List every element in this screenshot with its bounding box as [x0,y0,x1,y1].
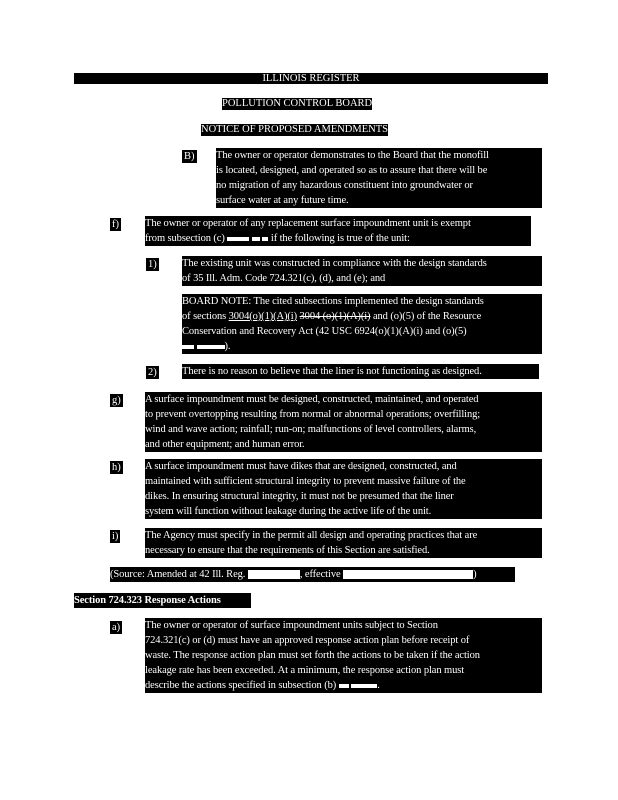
text-fragment: and (o)(5) of the Resource [370,311,482,322]
text-line: necessary to ensure that the requirements of this Section are satisfied. [145,545,430,556]
text-line: A surface impoundment must have dikes that are designed, constructed, and [145,461,457,472]
text-fragment: from subsection (c) [145,233,225,244]
text-line: and other equipment; and human error. [145,439,305,450]
item-f1-label: 1) [148,259,157,270]
text-line [182,309,542,324]
item-a-text [145,618,542,693]
item-f-label: f) [112,219,119,230]
text-line: Conservation and Recovery Act (42 USC 6924(o)(1)(A)(i) and (o)(5) [182,326,467,337]
text-line: of 35 Ill. Adm. Code 724.321(c), (d), and (e); and [182,273,386,284]
text-line: The Agency must specify in the permit all design and operating practices that are [145,530,478,541]
item-a-label: a) [112,622,121,633]
text-line: waste. The response action plan must set forth the actions to be taken if the action [145,650,480,661]
item-h-text [145,459,542,519]
redaction-mark [227,237,249,241]
text-line: The existing unit was constructed in compliance with the design standards [182,258,487,269]
item-g-label: g) [112,395,121,406]
item-f-text [145,216,531,246]
text-fragment: ). [224,341,231,352]
item-B-text [216,148,542,208]
text-fragment: if the following is true of the unit: [270,233,410,244]
board-note [182,294,542,354]
text-fragment: of sections [182,311,229,322]
deleted-text: 3004 (o)(1)(A)(i) [299,311,371,322]
source-effective: , effective [299,569,341,580]
text-line: BOARD NOTE: The cited subsections implemented the design standards [182,296,484,307]
item-h-label: h) [112,462,121,473]
redaction-mark [339,684,349,688]
text-line: no migration of any hazardous constituent into groundwater or [216,180,473,191]
text-line: 724.321(c) or (d) must have an approved response action plan before receipt of [145,635,470,646]
item-i-label: i) [112,531,119,542]
redaction-mark [252,237,260,241]
text-line: to prevent overtopping resulting from normal or abnormal operations; overfilling; [145,409,481,420]
item-f1-text [182,256,542,286]
source-note [110,567,515,582]
text-fragment: . [377,680,380,691]
notice-title: NOTICE OF PROPOSED AMENDMENTS [201,124,388,135]
board-title: POLLUTION CONTROL BOARD [222,98,373,109]
text-line: dikes. In ensuring structural integrity, it must not be presumed that the liner [145,491,454,502]
register-title: ILLINOIS REGISTER [262,73,360,84]
text-line: is located, designed, and operated so as to assure that there will be [216,165,488,176]
text-line: There is no reason to believe that the liner is not functioning as designed. [182,366,482,377]
text-line: The owner or operator of surface impoundment units subject to Section [145,620,438,631]
source-prefix: (Source: Amended at 42 Ill. Reg. [110,569,246,580]
text-line: surface water at any future time. [216,195,349,206]
text-line [182,339,542,354]
text-line: The owner or operator demonstrates to the Board that the monofill [216,150,489,161]
text-line [110,567,515,582]
text-line: wind and wave action; rainfall; run-on; malfunctions of level controllers, alarms, [145,424,477,435]
source-close: ) [473,569,477,580]
blank-date [343,570,473,579]
item-B-label: B) [184,151,195,162]
text-line: maintained with sufficient structural integrity to prevent massive failure of the [145,476,466,487]
section-title: Section 724.323 Response Actions [74,595,221,606]
section-heading [74,593,251,608]
text-line: leakage rate has been exceeded. At a minimum, the response action plan must [145,665,465,676]
redaction-mark [197,345,225,349]
text-line: The owner or operator of any replacement surface impoundment unit is exempt [145,218,471,229]
text-line [145,678,542,693]
item-f2-text [182,364,539,379]
inserted-text: 3004(o)(1)(A)(i) [228,311,297,322]
redaction-mark [262,237,268,241]
text-line [145,231,531,246]
item-i-text [145,528,542,558]
text-line: system will function without leakage during the active life of the unit. [145,506,432,517]
item-g-text [145,392,542,452]
redaction-mark [182,345,194,349]
text-fragment: describe the actions specified in subsection (b) [145,680,337,691]
register-header-bar [74,73,548,84]
text-line: A surface impoundment must be designed, constructed, maintained, and operated [145,394,479,405]
blank-volume [248,570,300,579]
redaction-mark [351,684,377,688]
item-f2-label: 2) [148,367,157,378]
